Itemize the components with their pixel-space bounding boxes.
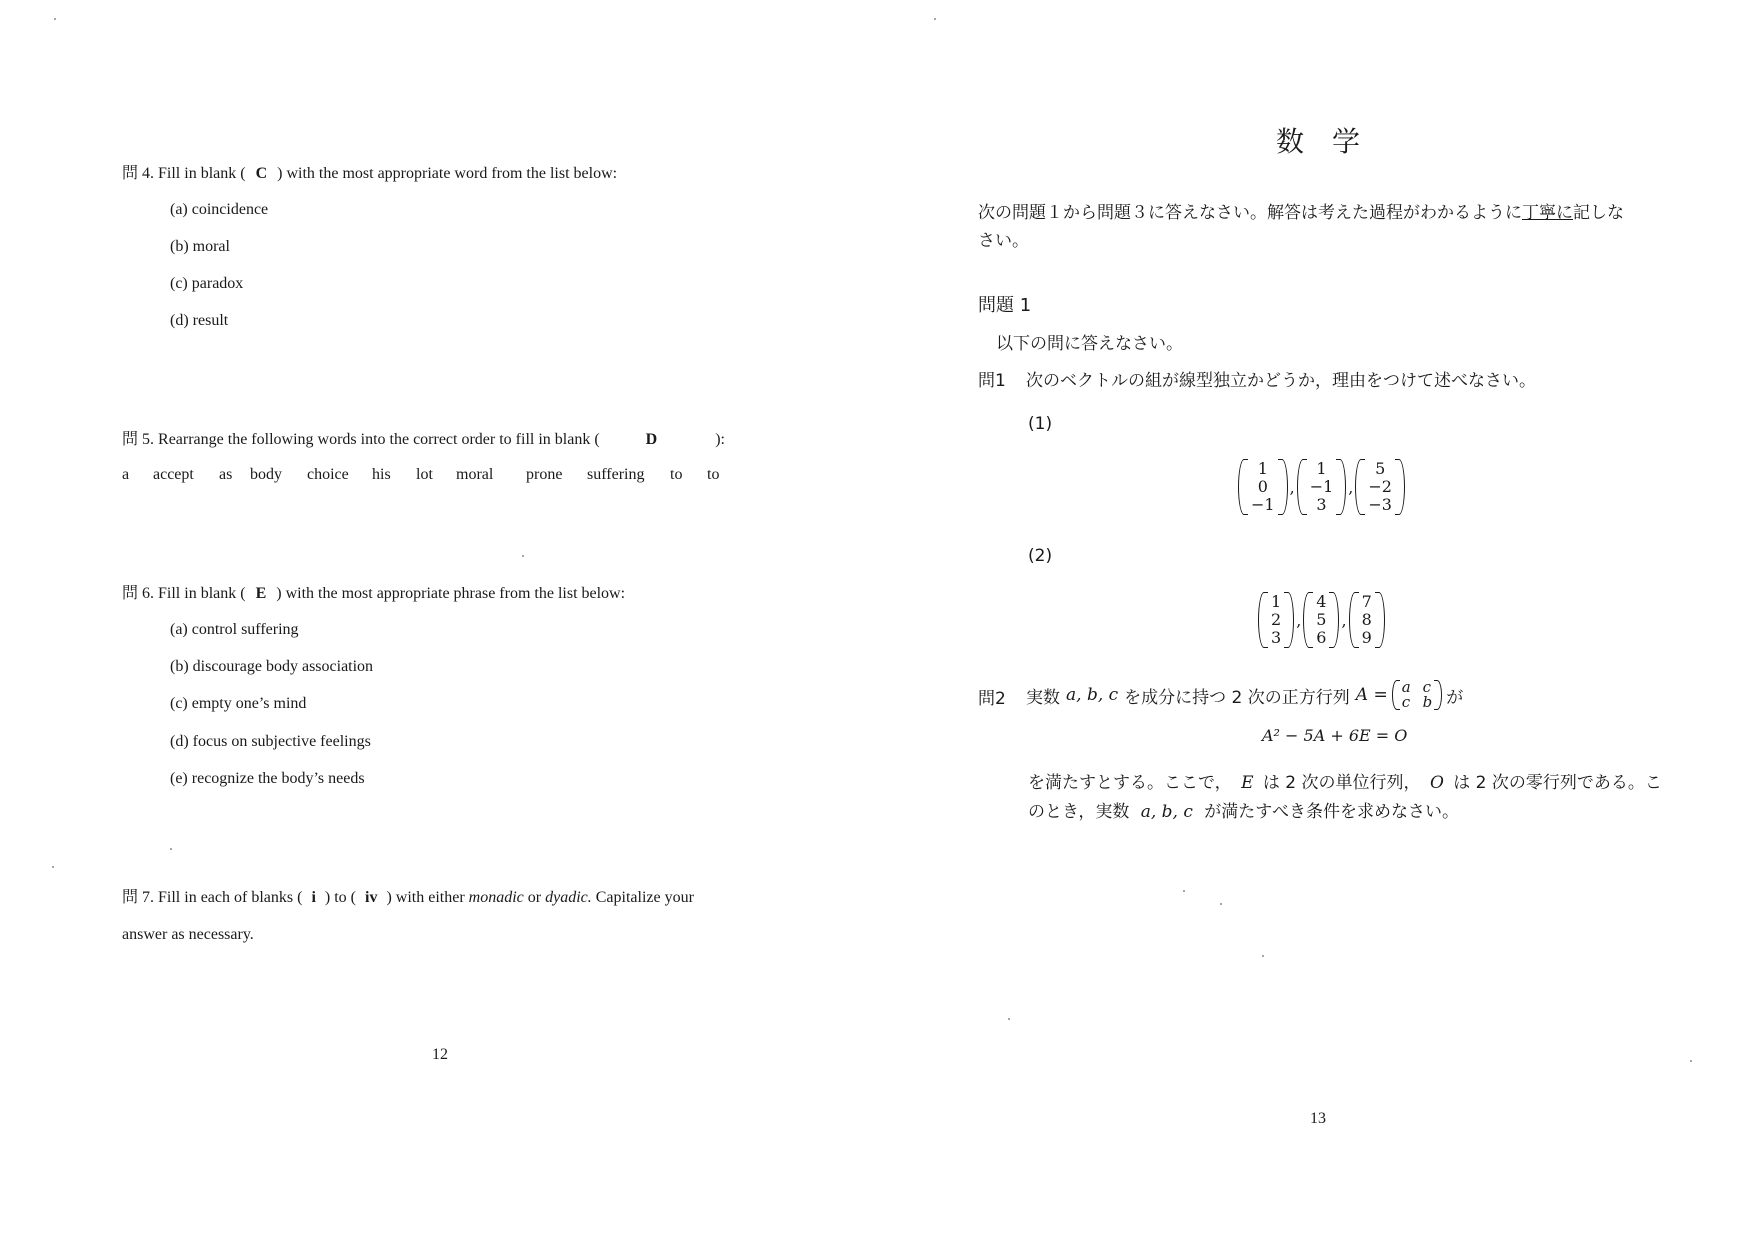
vector — [1297, 459, 1347, 515]
q5-word: to — [707, 466, 720, 483]
q5-text-before: Rearrange the following words into the correct order to fill in blank ( — [158, 431, 600, 448]
scan-speck — [52, 866, 54, 868]
matrix-entry: a — [1401, 678, 1411, 696]
vector-entry: −1 — [1251, 495, 1275, 514]
right-page-number: 13 — [1310, 1110, 1326, 1127]
vector-entry: 7 — [1361, 592, 1372, 611]
scan-speck — [522, 555, 524, 557]
q4-label: 問 4. — [122, 165, 155, 182]
q6-prompt — [122, 580, 625, 603]
q1-part1-vectors — [1238, 459, 1405, 515]
vector-entry: −3 — [1368, 495, 1392, 514]
vector-entry: 5 — [1316, 610, 1327, 629]
q2-line3-c: は 2 次の零行列である。こ — [1453, 773, 1662, 793]
q5-word: a — [122, 466, 130, 483]
q5-word: prone — [526, 466, 563, 483]
vector-entry: 5 — [1375, 459, 1386, 478]
q7-text-5: Capitalize your — [595, 889, 694, 906]
vector-entry: 1 — [1257, 459, 1268, 478]
q5-blank: D — [645, 431, 658, 448]
q6-option: (e) recognize the body’s needs — [170, 770, 365, 787]
q2-matrix — [1392, 680, 1443, 710]
q5-word: accept — [153, 466, 194, 483]
q1-part1-label: (1) — [1028, 414, 1053, 434]
vector — [1258, 592, 1294, 648]
q2-line-3 — [1028, 768, 1662, 793]
q6-option: (b) discourage body association — [170, 658, 374, 675]
q5-word: his — [372, 466, 391, 483]
q2-line3-E: E — [1241, 773, 1254, 793]
q4-text-after: ) with the most appropriate word from the list below: — [277, 165, 618, 182]
vector-entry: 1 — [1316, 459, 1327, 478]
vector — [1303, 592, 1339, 648]
q6-text-after: ) with the most appropriate phrase from the list below: — [276, 585, 626, 602]
q5-word: suffering — [587, 466, 645, 483]
q2-line3-a: を満たすとする。ここで， — [1028, 773, 1232, 793]
intro-line-2: さい。 — [978, 231, 1029, 251]
q6-text-before: Fill in blank ( — [158, 585, 246, 602]
vector-entry: 8 — [1361, 610, 1372, 629]
intro-text-b: 記しな — [1573, 203, 1624, 223]
q5-word: to — [670, 466, 683, 483]
scan-speck — [1220, 903, 1222, 905]
vector-separator: , — [1341, 610, 1347, 630]
q7-text-1: Fill in each of blanks ( — [158, 889, 303, 906]
vector-entry: 2 — [1271, 610, 1282, 629]
q6-option: (d) focus on subjective feelings — [170, 733, 371, 750]
q2-line3-O: O — [1429, 773, 1444, 793]
vector-entry: −1 — [1309, 477, 1334, 496]
q4-option: (a) coincidence — [170, 201, 269, 218]
vector-entry: 1 — [1271, 592, 1282, 611]
intro-underlined: 丁寧に — [1522, 203, 1573, 223]
scan-speck — [934, 18, 936, 20]
q4-option: (c) paradox — [170, 275, 244, 292]
q7-word-dyadic: dyadic. — [545, 889, 592, 906]
q5-word: moral — [456, 466, 494, 483]
q4-option: (b) moral — [170, 238, 230, 255]
scan-speck — [54, 18, 56, 20]
vector-entry: 6 — [1316, 628, 1327, 647]
vector-entry: 0 — [1257, 477, 1268, 496]
q2-line4-a: のとき，実数 — [1028, 802, 1130, 822]
q7-prompt — [122, 884, 694, 907]
vector-entry: −2 — [1368, 477, 1392, 496]
q5-word-list — [122, 466, 719, 484]
matrix-entry: c — [1422, 678, 1432, 696]
vector — [1355, 459, 1405, 515]
q2-line3-b: は 2 次の単位行列， — [1262, 773, 1421, 793]
q4-option: (d) result — [170, 312, 229, 329]
scan-speck — [1690, 1060, 1692, 1062]
vector-entry: 3 — [1271, 628, 1282, 647]
scan-speck — [1008, 1018, 1010, 1020]
q5-label: 問 5. — [122, 431, 155, 448]
q7-text-4: or — [527, 889, 542, 906]
q2-vars: a, b, c — [1066, 685, 1119, 705]
scan-speck — [1262, 955, 1264, 957]
q2-line-4 — [1028, 797, 1459, 822]
scan-speck — [1183, 890, 1185, 892]
intro-line-1 — [978, 198, 1624, 223]
q6-label: 問 6. — [122, 585, 155, 602]
page-title: 数 学 — [1276, 125, 1361, 158]
problem-heading: 問題 1 — [978, 295, 1032, 316]
q2-line4-vars: a, b, c — [1140, 802, 1193, 822]
scan-speck — [170, 848, 172, 850]
q2-line4-b: が満たすべき条件を求めなさい。 — [1204, 802, 1459, 822]
vector — [1238, 459, 1288, 515]
q6-option: (c) empty one’s mind — [170, 695, 307, 712]
q4-text-before: Fill in blank ( — [158, 165, 246, 182]
q7-blank-2: iv — [365, 889, 378, 906]
q7-line-2: answer as necessary. — [122, 926, 254, 943]
q2-text-a: 実数 — [1026, 687, 1060, 708]
q7-blank-1: i — [311, 889, 316, 906]
q6-blank: E — [255, 585, 267, 602]
q2-matrix-name: A = — [1355, 685, 1388, 705]
q1-label: 問1 — [978, 371, 1006, 391]
vector-separator: , — [1348, 477, 1354, 497]
q2-label: 問2 — [978, 689, 1006, 709]
left-page-number: 12 — [432, 1046, 448, 1063]
vector-entry: 9 — [1361, 628, 1372, 647]
q4-blank: C — [255, 165, 268, 182]
q5-word: lot — [416, 466, 433, 483]
q2-line-1 — [1026, 680, 1463, 710]
vector-entry: 3 — [1316, 495, 1327, 514]
q2-equation: A² − 5A + 6E = O — [1262, 726, 1408, 745]
problem-intro: 以下の問に答えなさい。 — [996, 334, 1183, 354]
q7-text-3: ) with either — [386, 889, 465, 906]
q7-label: 問 7. — [122, 889, 155, 906]
q4-prompt — [122, 160, 617, 183]
q7-word-monadic: monadic — [468, 889, 524, 906]
vector-separator: , — [1289, 477, 1295, 497]
q5-word: as — [219, 466, 233, 483]
intro-text-a: 次の問題１から問題３に答えなさい。解答は考えた過程がわかるように — [978, 203, 1522, 223]
q1-text: 次のベクトルの組が線型独立かどうか，理由をつけて述べなさい。 — [1026, 371, 1536, 391]
vector-entry: 4 — [1316, 592, 1327, 611]
q1-part2-label: (2) — [1028, 546, 1053, 566]
q2-text-c: が — [1446, 687, 1464, 708]
vector — [1349, 592, 1385, 648]
q5-word: choice — [307, 466, 349, 483]
matrix-entry: b — [1422, 693, 1433, 711]
q5-word: body — [250, 466, 282, 483]
q2-text-b: を成分に持つ 2 次の正方行列 — [1124, 687, 1350, 708]
q5-prompt — [122, 426, 725, 449]
matrix-entry: c — [1401, 693, 1411, 711]
q1-part2-vectors — [1258, 592, 1385, 648]
q5-text-after: ): — [715, 431, 725, 448]
q7-text-2: ) to ( — [324, 889, 356, 906]
vector-separator: , — [1296, 610, 1302, 630]
q6-option: (a) control suffering — [170, 621, 299, 638]
